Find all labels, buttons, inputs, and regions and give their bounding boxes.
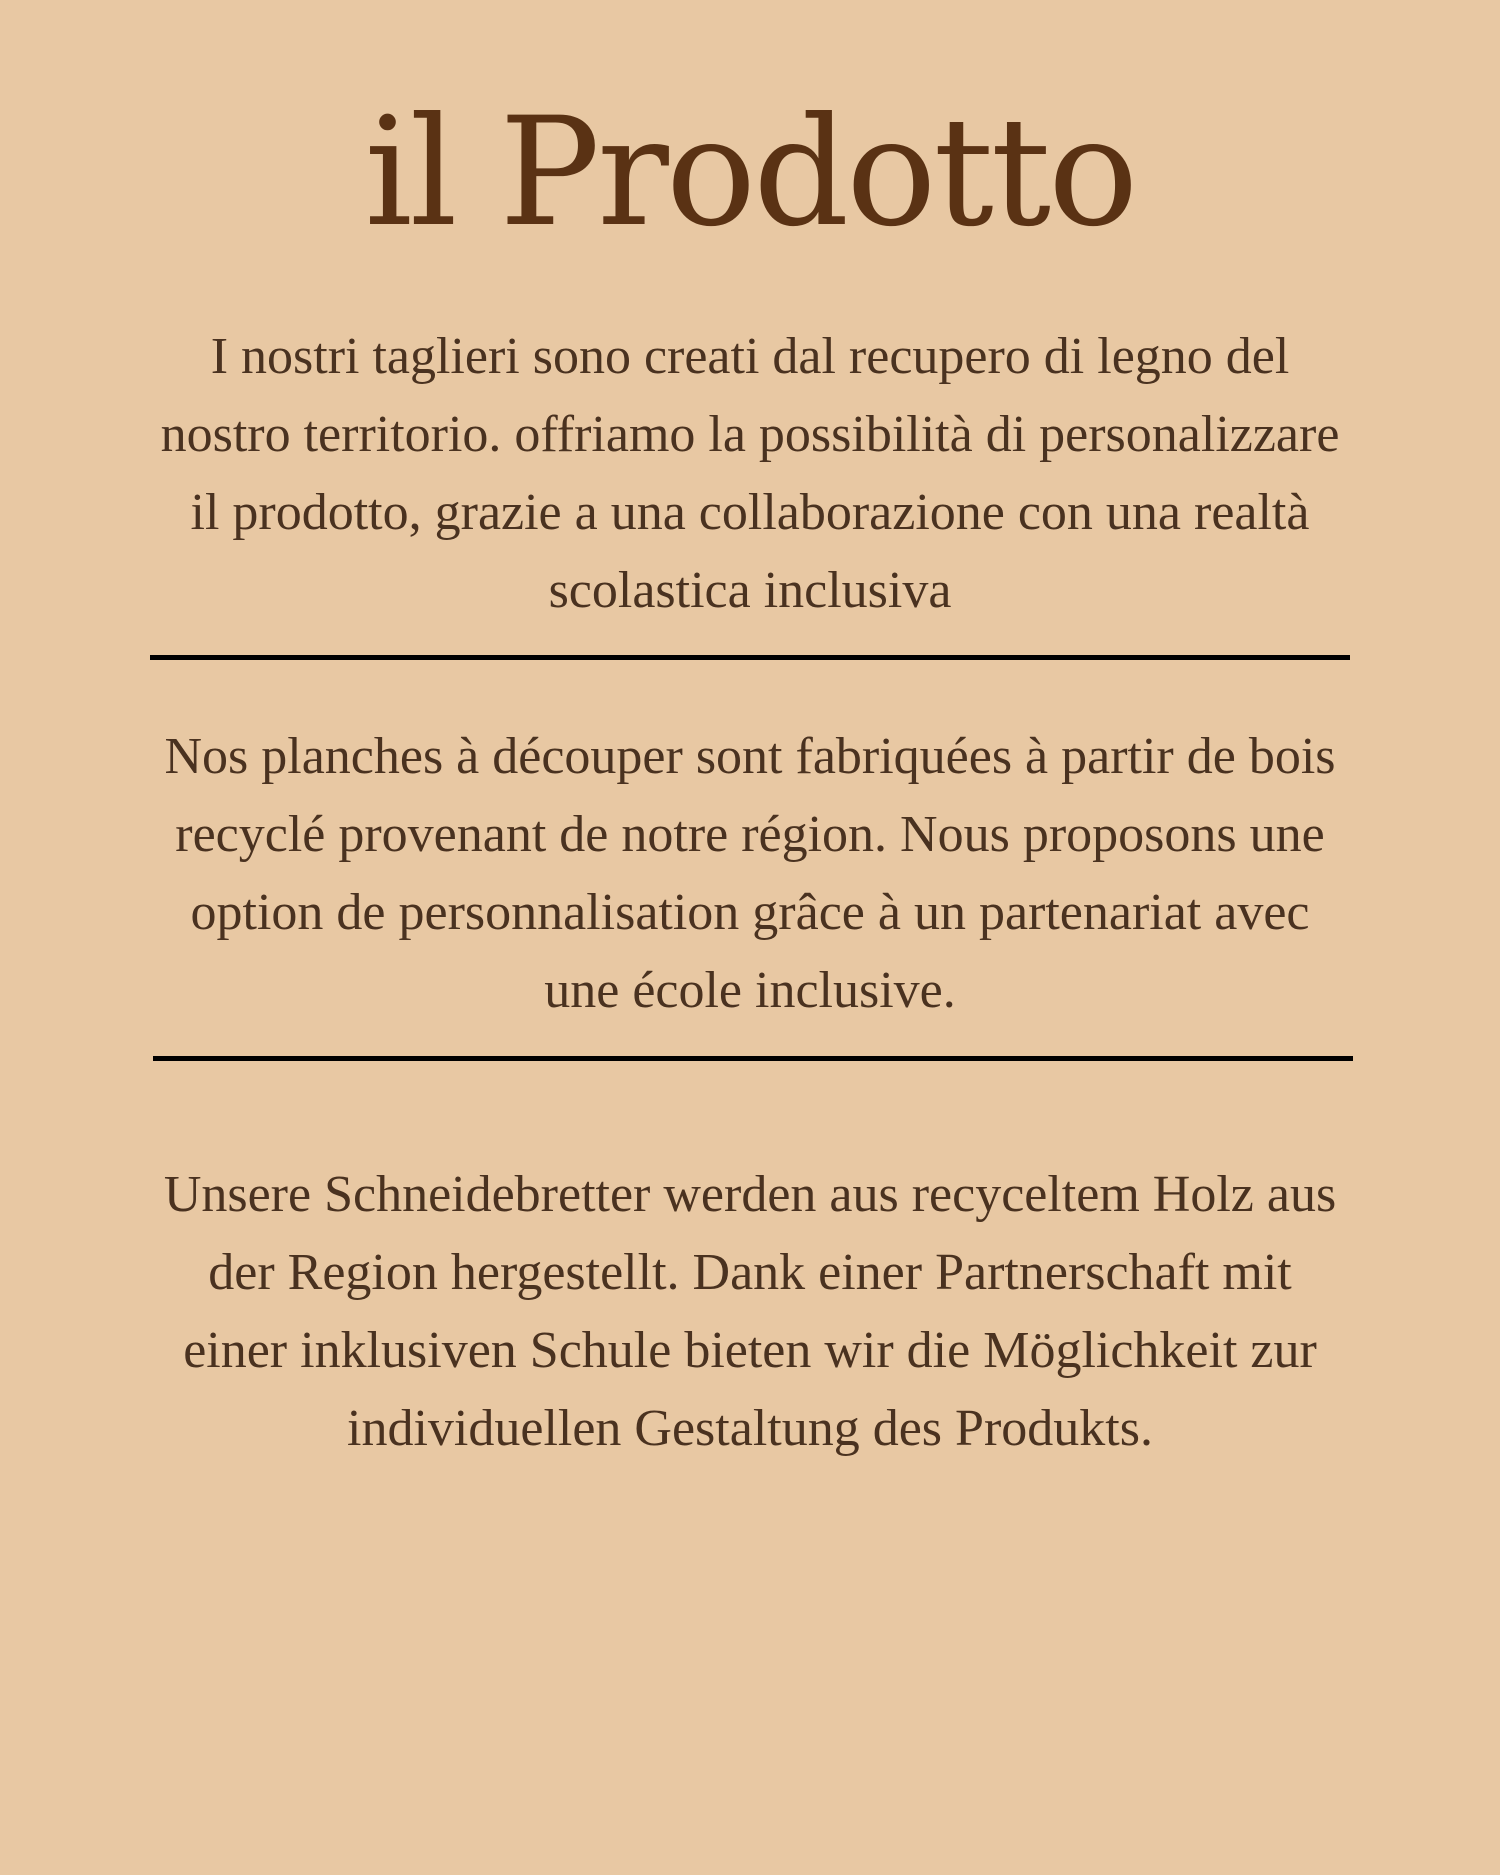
german-description: Unsere Schneidebretter werden aus recyceltem Holz aus der Region hergestellt. Dank einer Partnerschaft mit einer inklusiven Schule bieten wir die Möglichkeit zur individuellen Gestaltung des Produkts. bbox=[163, 1166, 1337, 1457]
french-description: Nos planches à découper sont fabriquées à partir de bois recyclé provenant de notre région. Nous proposons une option de personnalisation grâce à un partenariat avec une école inclusive. bbox=[164, 728, 1336, 1019]
page-title: il Prodotto bbox=[364, 86, 1136, 260]
italian-description: I nostri taglieri sono creati dal recupero di legno del nostro territorio. offriamo la possibilità di personalizzare il prodotto, grazie a una collaborazione con una realtà scolastica inclusiva bbox=[160, 328, 1340, 619]
section-divider bbox=[150, 655, 1350, 660]
section-divider bbox=[153, 1056, 1353, 1061]
